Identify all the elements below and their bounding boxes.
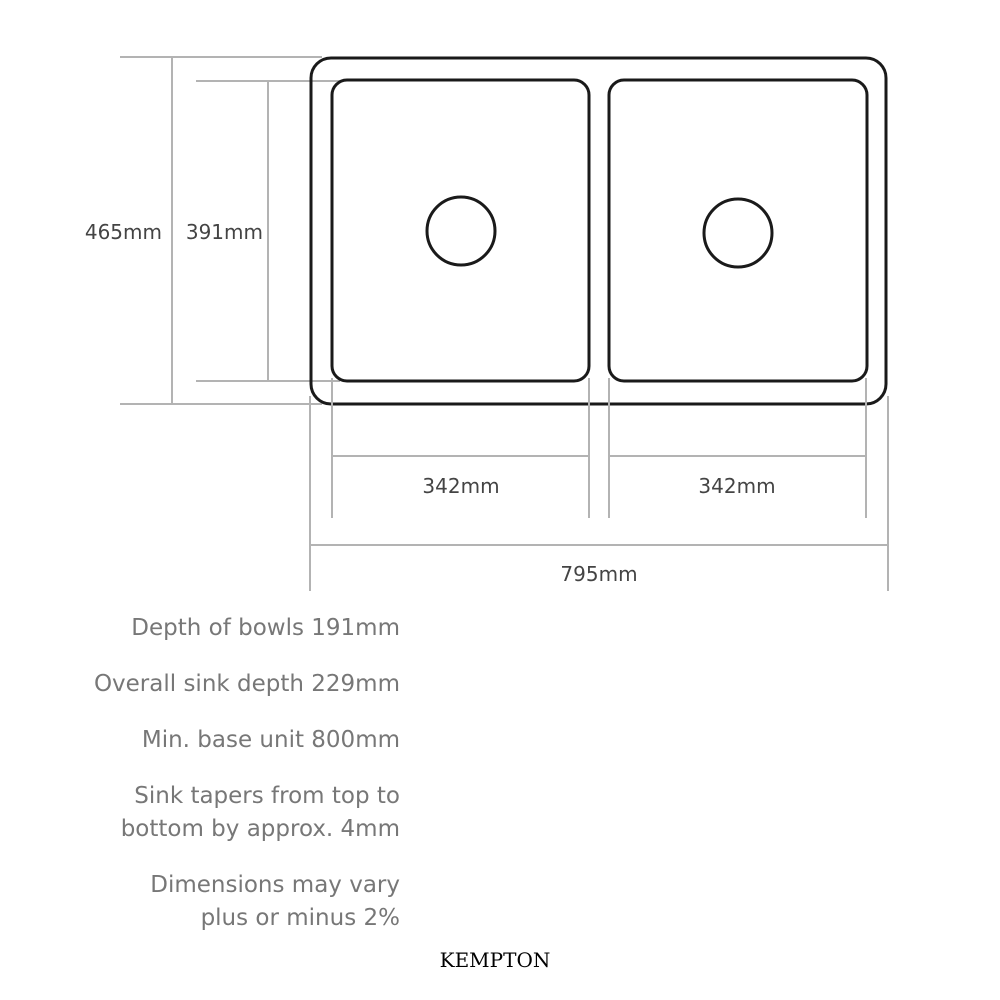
- left-bowl-width-dimension: [332, 378, 589, 518]
- overall-height-label: 465mm: [84, 220, 162, 244]
- note-tolerance: Dimensions may vary plus or minus 2%: [150, 872, 400, 931]
- right-bowl-width-dimension: [609, 378, 866, 518]
- sink-outer-rim: [311, 58, 886, 404]
- right-bowl: [609, 80, 867, 381]
- left-drain-hole: [427, 197, 495, 265]
- brand-logo: KEMPTON: [439, 948, 551, 972]
- bowl-height-dimension: [186, 81, 340, 381]
- bowl-height-label: 391mm: [185, 220, 263, 244]
- overall-width-label: 795mm: [560, 562, 638, 586]
- left-bowl: [332, 80, 589, 381]
- right-drain-hole: [704, 199, 772, 267]
- overall-width-dimension: [310, 396, 888, 591]
- right-bowl-width-label: 342mm: [698, 474, 776, 498]
- note-bowl-depth: Depth of bowls 191mm: [131, 615, 400, 641]
- left-bowl-width-label: 342mm: [422, 474, 500, 498]
- note-overall-depth: Overall sink depth 229mm: [93, 671, 400, 697]
- note-min-base-unit: Min. base unit 800mm: [141, 727, 400, 753]
- note-taper: Sink tapers from top to bottom by approx. 4mm: [120, 783, 400, 842]
- specification-notes: [0, 612, 400, 958]
